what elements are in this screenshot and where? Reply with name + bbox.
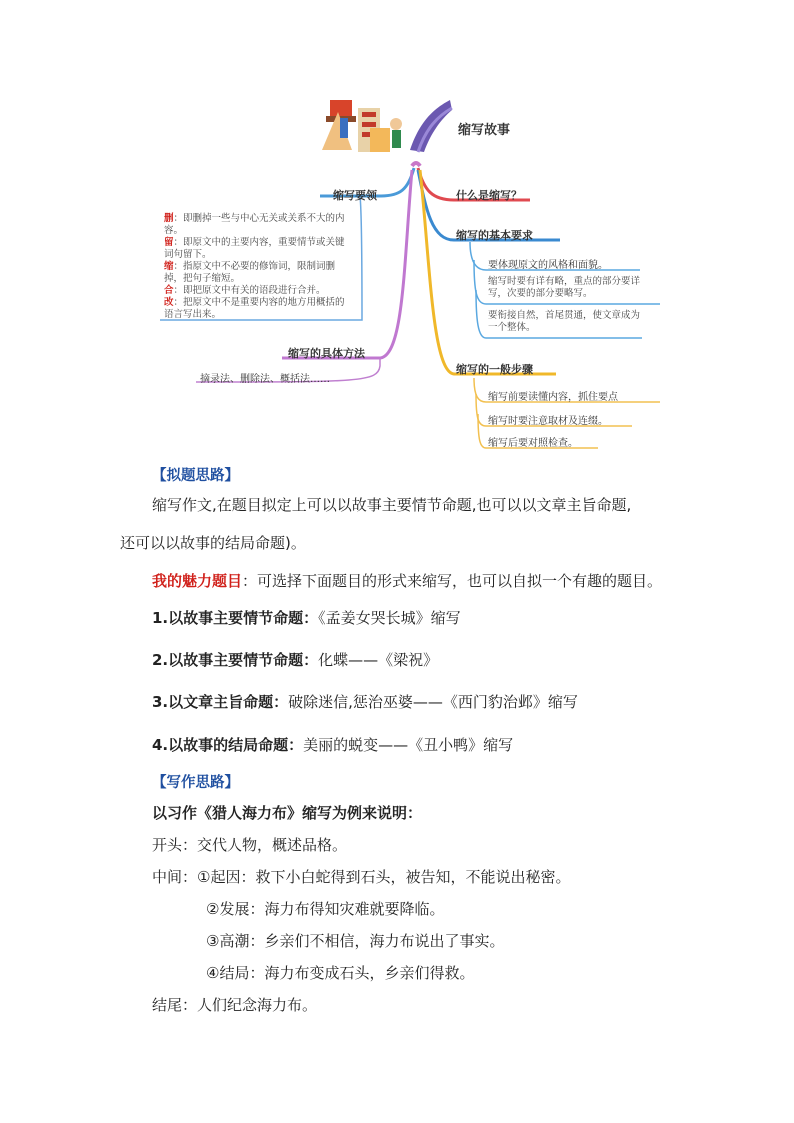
example-title: 3.以文章主旨命题：破除迷信,惩治巫婆——《西门豹治邺》缩写 bbox=[152, 693, 578, 711]
writing-ending-step: ④结局：海力布变成石头，乡亲们得救。 bbox=[206, 964, 475, 982]
thinking-heading: 【拟题思路】 bbox=[152, 468, 239, 484]
essentials-item: 缩：指原文中不必要的修饰词，限制词删掉，把句子缩短。 bbox=[164, 261, 336, 284]
basic-item: 要衔接自然，首尾贯通，使文章成为一个整体。 bbox=[488, 310, 641, 333]
example-title: 1.以故事主要情节命题：《孟姜女哭长城》缩写 bbox=[152, 609, 461, 627]
basic-item: 要体现原文的风格和面貌。 bbox=[488, 260, 608, 271]
essentials-heading: 缩写要领 bbox=[333, 189, 377, 202]
writing-intro: 以习作《猎人海力布》缩写为例来说明： bbox=[152, 804, 423, 822]
charm-title-label: 我的魅力题目 bbox=[152, 572, 243, 590]
mind-map bbox=[0, 0, 794, 460]
writing-closing: 结尾：人们纪念海力布。 bbox=[152, 996, 318, 1014]
thinking-paragraph-line2: 还可以以故事的结局命题)。 bbox=[120, 534, 306, 552]
writing-opening: 开头：交代人物，概述品格。 bbox=[152, 836, 348, 854]
steps-item: 缩写前要读懂内容，抓住要点 bbox=[488, 392, 618, 403]
methods-detail: 摘录法、删除法、概括法…… bbox=[200, 374, 330, 385]
writing-heading: 【写作思路】 bbox=[152, 775, 239, 791]
charm-title-line bbox=[152, 570, 662, 591]
steps-heading: 缩写的一般步骤 bbox=[456, 363, 533, 376]
example-title: 2.以故事主要情节命题：化蝶——《梁祝》 bbox=[152, 651, 439, 669]
steps-item: 缩写时要注意取材及连缀。 bbox=[488, 416, 608, 427]
writing-development: ②发展：海力布得知灾难就要降临。 bbox=[206, 900, 445, 918]
steps-item: 缩写后要对照检查。 bbox=[488, 438, 578, 449]
mind-map-title: 缩写故事 bbox=[458, 123, 511, 138]
methods-heading: 缩写的具体方法 bbox=[288, 347, 365, 360]
essentials-item: 删：即删掉一些与中心无关或关系不大的内容。 bbox=[164, 213, 345, 236]
mind-map-lines bbox=[0, 0, 794, 460]
writing-middle: 中间：①起因：救下小白蛇得到石头，被告知，不能说出秘密。 bbox=[152, 868, 571, 886]
essentials-list bbox=[164, 213, 354, 321]
charm-title-text: ：可选择下面题目的形式来缩写，也可以自拟一个有趣的题目。 bbox=[242, 572, 663, 590]
writing-climax: ③高潮：乡亲们不相信，海力布说出了事实。 bbox=[206, 932, 505, 950]
thinking-paragraph-line1: 缩写作文,在题目拟定上可以以故事主要情节命题,也可以以文章主旨命题, bbox=[152, 496, 632, 514]
what-heading: 什么是缩写？ bbox=[456, 189, 522, 202]
essentials-item: 留：即原文中的主要内容，重要情节或关键词句留下。 bbox=[164, 237, 345, 260]
essentials-item: 合：即把原文中有关的语段进行合并。 bbox=[164, 285, 326, 296]
story-illustration bbox=[318, 100, 452, 154]
basic-heading: 缩写的基本要求 bbox=[456, 229, 533, 242]
example-title: 4.以故事的结局命题：美丽的蜕变——《丑小鸭》缩写 bbox=[152, 736, 514, 754]
essentials-item: 改：把原文中不是重要内容的地方用概括的语言写出来。 bbox=[164, 297, 345, 320]
basic-item: 缩写时要有详有略，重点的部分要详写，次要的部分要略写。 bbox=[488, 276, 641, 299]
